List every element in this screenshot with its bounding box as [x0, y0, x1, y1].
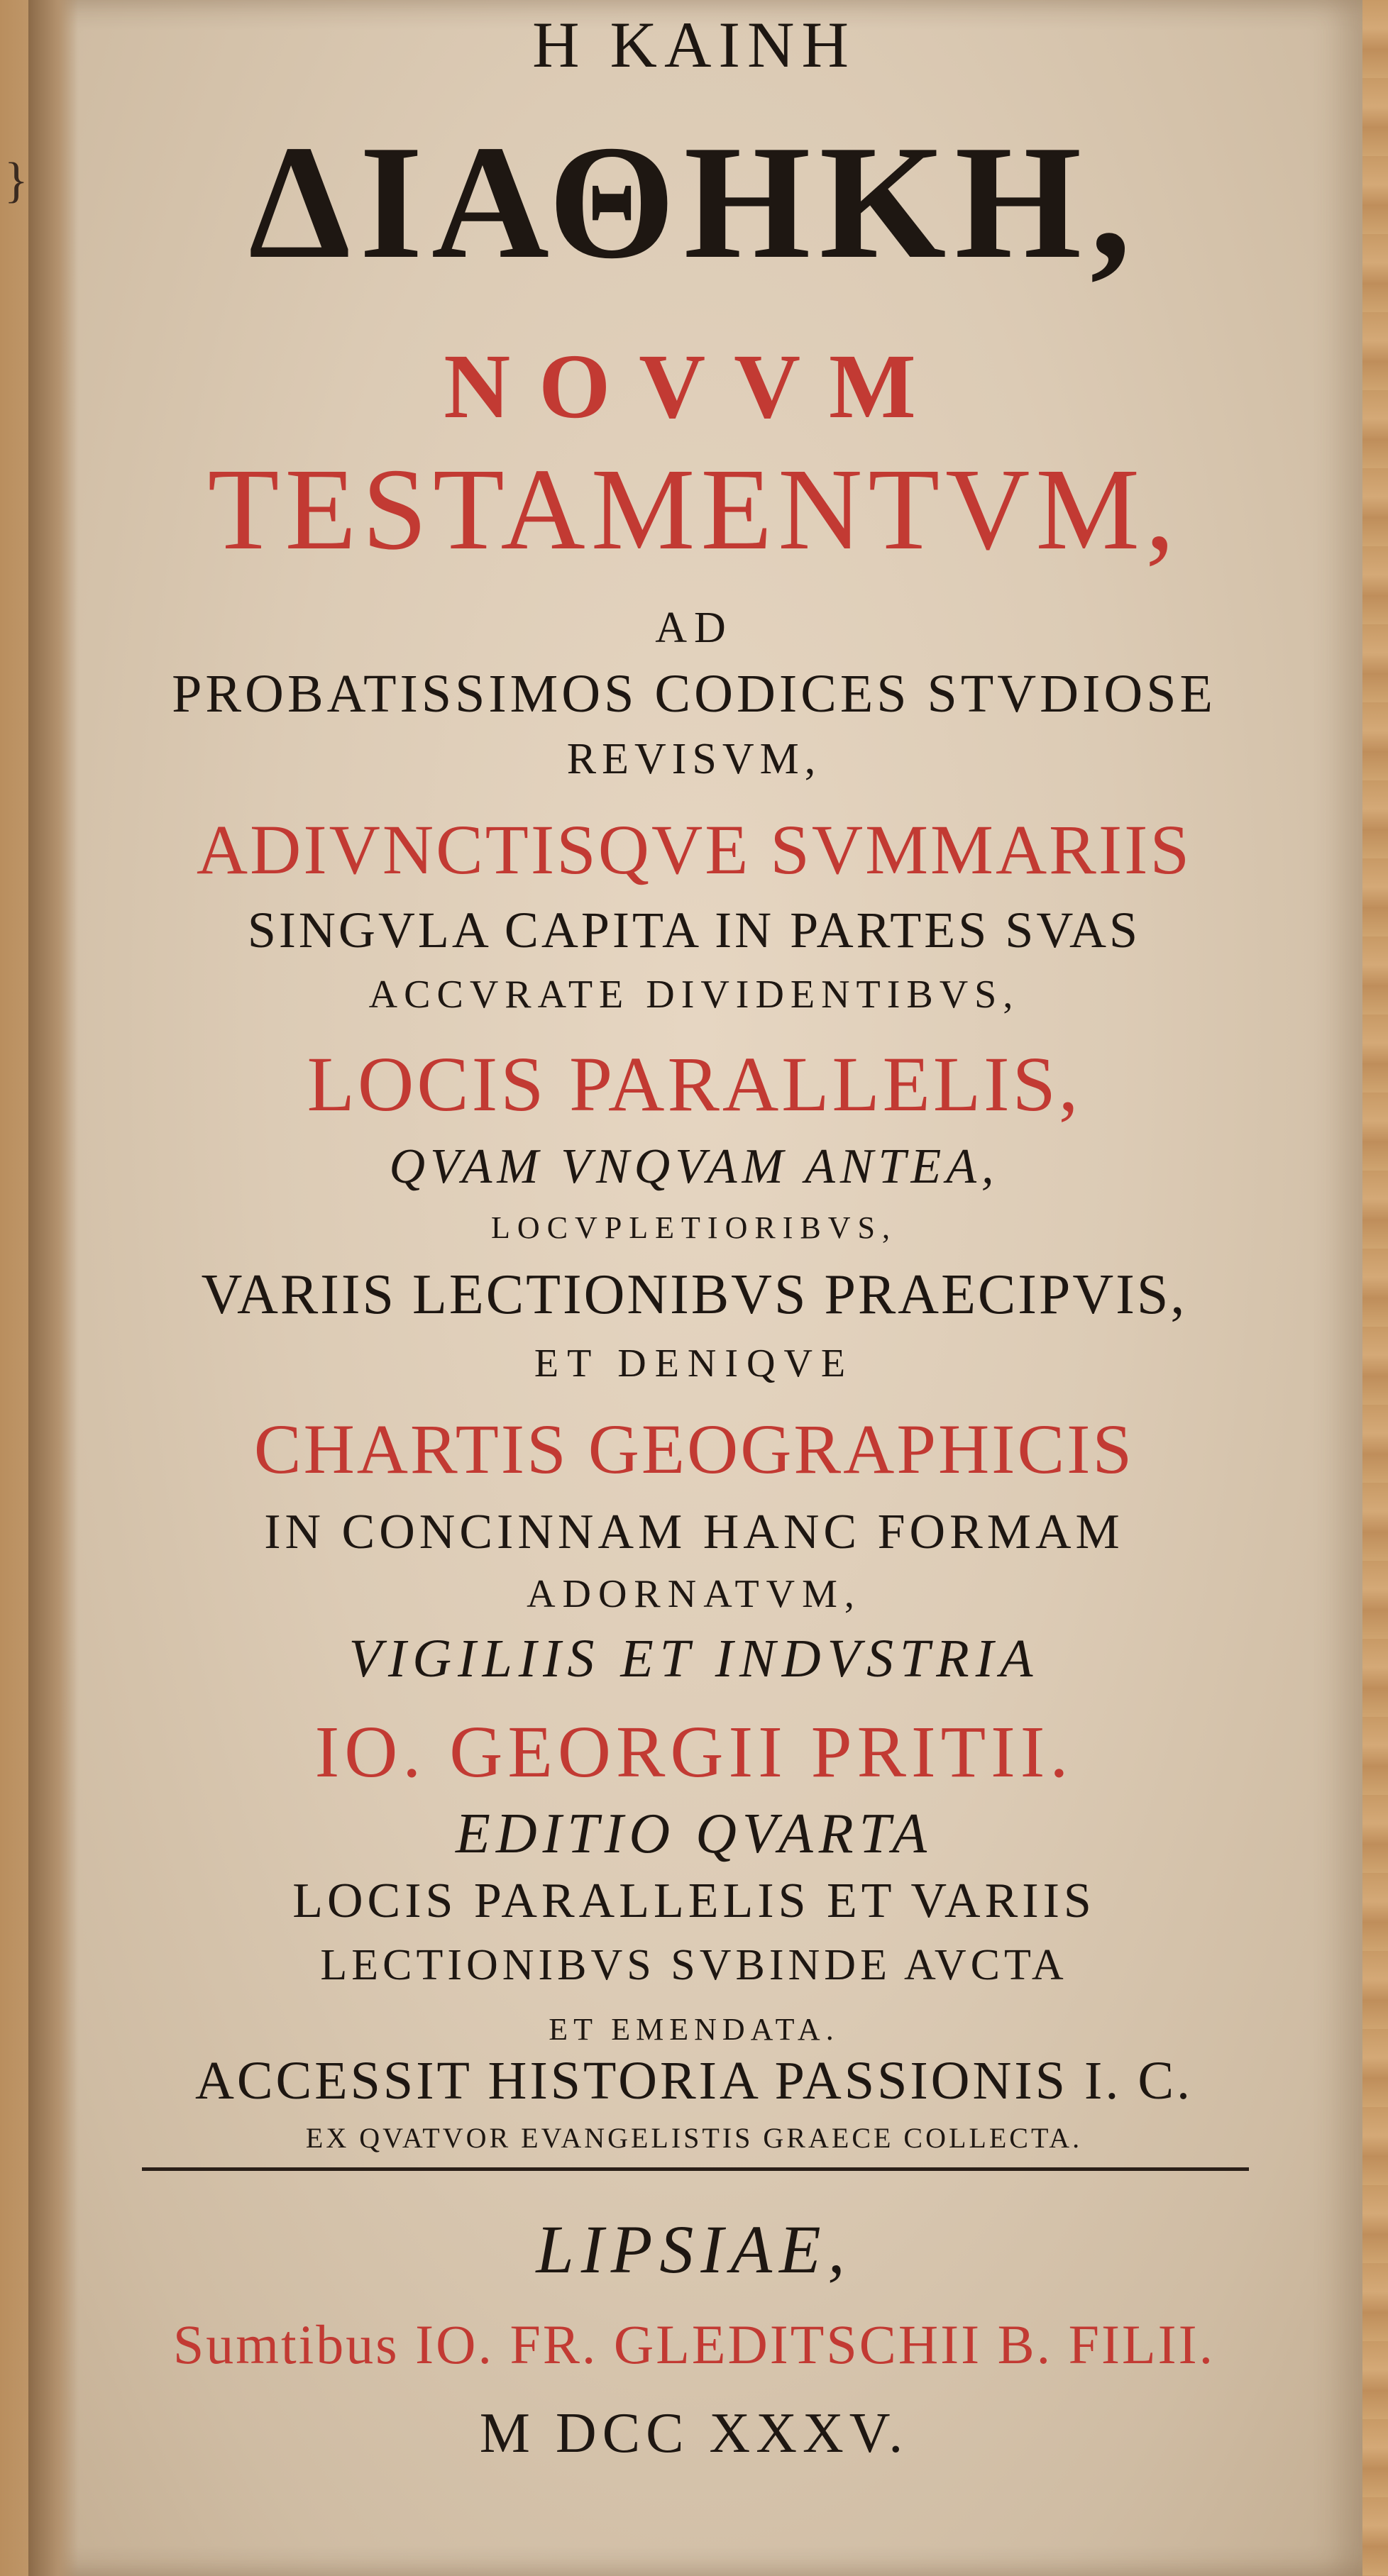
horizontal-rule [142, 2167, 1249, 2171]
imprint-year: M DCC XXXV. [479, 2402, 909, 2465]
margin-mark: } [4, 153, 28, 208]
text-adornatum: ADORNATVM, [527, 1572, 861, 1616]
text-locis-parallelis-variis: LOCIS PARALLELIS ET VARIIS [292, 1874, 1096, 1928]
text-revisum: REVISVM, [566, 735, 822, 783]
text-lectionibus-aucta: LECTIONIBVS SVBINDE AVCTA [320, 1941, 1068, 1989]
text-accessit-historia: ACCESSIT HISTORIA PASSIONIS I. C. [194, 2051, 1194, 2111]
latin-title-novum: NOVVM [444, 336, 944, 438]
greek-title-line2: ΔΙΑΘΗΚΗ, [248, 111, 1140, 292]
text-locis-parallelis: LOCIS PARALLELIS, [307, 1041, 1081, 1127]
text-et-emendata: ET EMENDATA. [549, 2012, 839, 2047]
text-vigiliis: VIGILIIS ET INDVSTRIA [348, 1629, 1040, 1688]
latin-title-testamentum: TESTAMENTVM, [207, 444, 1181, 574]
text-probatissimos: PROBATISSIMOS CODICES STVDIOSE [172, 664, 1216, 724]
text-adiunctisque: ADIVNCTISQVE SVMMARIIS [196, 810, 1192, 889]
text-accurate: ACCVRATE DIVIDENTIBVS, [368, 973, 1020, 1017]
text-et-denique: ET DENIQVE [534, 1342, 854, 1386]
text-quam-unquam: QVAM VNQVAM ANTEA, [389, 1139, 999, 1194]
text-editio-quarta: EDITIO QVARTA [455, 1803, 933, 1865]
text-locupletioribus: LOCVPLETIORIBVS, [491, 1210, 897, 1245]
author-name: IO. GEORGII PRITII. [314, 1711, 1074, 1793]
imprint-publisher: Sumtibus IO. FR. GLEDITSCHII B. FILII. [172, 2314, 1216, 2375]
text-chartis-geographicis: CHARTIS GEOGRAPHICIS [253, 1410, 1135, 1488]
text-in-concinnam: IN CONCINNAM HANC FORMAM [264, 1505, 1124, 1559]
imprint-city: LIPSIAE, [536, 2211, 852, 2287]
greek-title-line1: Η ΚΑΙΝΗ [532, 9, 856, 81]
text-singula-capita: SINGVLA CAPITA IN PARTES SVAS [247, 902, 1141, 958]
text-ad: AD [655, 604, 733, 652]
text-ex-quatuor: EX QVATVOR EVANGELISTIS GRAECE COLLECTA. [305, 2122, 1083, 2154]
text-variis-lectionibus: VARIIS LECTIONIBVS PRAECIPVIS, [201, 1264, 1187, 1326]
